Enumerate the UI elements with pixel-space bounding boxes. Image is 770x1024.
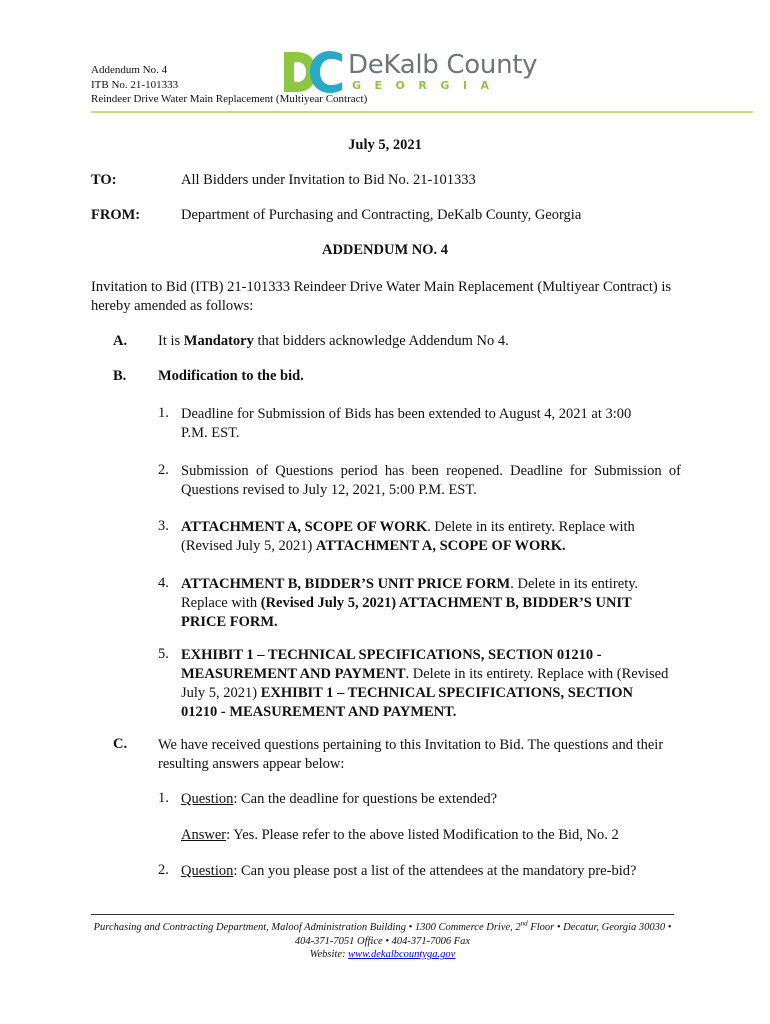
footer-divider bbox=[91, 914, 674, 915]
project-name: Reindeer Drive Water Main Replacement (Multiyear Contract) bbox=[91, 93, 368, 105]
footer-address-part1: Purchasing and Contracting Department, Maloof Administration Building • 1300 Commerce Drive, 2 bbox=[93, 922, 521, 933]
footer-address-sup: nd bbox=[520, 919, 528, 928]
list-item bbox=[181, 518, 671, 556]
question-text: : Can the deadline for questions be extended? bbox=[233, 791, 498, 807]
list-item bbox=[181, 575, 671, 632]
item-mid-text: . Delete in its entirety. Replace with bbox=[181, 576, 639, 611]
list-item-number: 4. bbox=[158, 575, 169, 591]
document-date: July 5, 2021 bbox=[348, 137, 422, 153]
list-item-number: 2. bbox=[158, 862, 169, 878]
section-a-letter: A. bbox=[113, 333, 128, 349]
from-label: FROM: bbox=[91, 207, 141, 223]
footer-address-part2: Floor • Decatur, Georgia 30030 • bbox=[527, 922, 672, 933]
answer-text: : Yes. Please refer to the above listed Modification to the Bid, No. 2 bbox=[226, 827, 619, 843]
item-mid-text: . Delete in its entirety. Replace with (Revised July 5, 2021) bbox=[181, 519, 635, 554]
list-item-number: 1. bbox=[158, 405, 169, 421]
intro-paragraph: Invitation to Bid (ITB) 21-101333 Reindeer Drive Water Main Replacement (Multiyear Contract) is hereby amended as follows: bbox=[91, 279, 672, 314]
question-1 bbox=[181, 790, 681, 809]
logo-state-name: GEORGIA bbox=[352, 79, 503, 92]
question-label: Question bbox=[181, 863, 234, 879]
answer-label: Answer bbox=[181, 827, 227, 843]
footer-phone: 404-371-7051 Office • 404-371-7006 Fax bbox=[294, 935, 471, 947]
answer-1 bbox=[181, 826, 681, 845]
page-footer bbox=[91, 921, 674, 962]
addendum-number: Addendum No. 4 bbox=[91, 64, 168, 76]
footer-website-label: Website: bbox=[309, 949, 349, 960]
itb-number: ITB No. 21-101333 bbox=[91, 78, 179, 91]
from-value: Department of Purchasing and Contracting, DeKalb County, Georgia bbox=[181, 207, 582, 223]
list-item-number: 2. bbox=[158, 462, 169, 478]
question-text: : Can you please post a list of the attendees at the mandatory pre-bid? bbox=[233, 863, 637, 879]
footer-website bbox=[91, 948, 674, 962]
to-label: TO: bbox=[91, 172, 117, 188]
section-a-post: that bidders acknowledge Addendum No 4. bbox=[253, 333, 509, 349]
footer-address bbox=[91, 921, 674, 935]
item-bold-end: (Revised July 5, 2021) ATTACHMENT B, BIDDER’S UNIT PRICE FORM. bbox=[181, 595, 632, 630]
addendum-title: ADDENDUM NO. 4 bbox=[321, 242, 449, 258]
item-bold-start: EXHIBIT 1 – TECHNICAL SPECIFICATIONS, SECTION 01210 - MEASUREMENT AND PAYMENT bbox=[181, 647, 602, 682]
list-item: Submission of Questions period has been reopened. Deadline for Submission of Questions revised to July 12, 2021, 5:00 P.M. EST. bbox=[181, 463, 681, 498]
list-item: Deadline for Submission of Bids has been extended to August 4, 2021 at 3:00 P.M. EST. bbox=[181, 406, 632, 441]
list-item-number: 5. bbox=[158, 646, 169, 662]
item-bold-end: EXHIBIT 1 – TECHNICAL SPECIFICATIONS, SECTION 01210 - MEASUREMENT AND PAYMENT. bbox=[181, 685, 634, 720]
dekalb-county-logo bbox=[282, 50, 538, 96]
list-item-number: 3. bbox=[158, 518, 169, 534]
item-bold-start: ATTACHMENT A, SCOPE OF WORK bbox=[181, 519, 428, 535]
section-a-text bbox=[158, 333, 509, 350]
logo-county-name: DeKalb County bbox=[348, 50, 538, 80]
to-value: All Bidders under Invitation to Bid No. 21-101333 bbox=[181, 172, 476, 188]
question-2 bbox=[181, 862, 681, 881]
section-a-mandatory: Mandatory bbox=[183, 333, 254, 349]
section-b-heading: Modification to the bid. bbox=[158, 368, 304, 384]
section-b-letter: B. bbox=[113, 368, 127, 384]
header-divider bbox=[91, 111, 753, 113]
item-bold-end: ATTACHMENT A, SCOPE OF WORK. bbox=[315, 538, 566, 554]
item-mid-text: . Delete in its entirety. Replace with (Revised July 5, 2021) bbox=[181, 666, 669, 701]
list-item bbox=[181, 646, 671, 722]
section-c-letter: C. bbox=[113, 736, 128, 752]
website-link[interactable]: www.dekalbcountyga.gov bbox=[348, 949, 456, 960]
list-item-number: 1. bbox=[158, 790, 169, 806]
section-a-pre: It is bbox=[158, 333, 184, 349]
section-c-text: We have received questions pertaining to this Invitation to Bid. The questions and their resulting answers appear below: bbox=[158, 737, 664, 772]
question-label: Question bbox=[181, 791, 234, 807]
item-bold-start: ATTACHMENT B, BIDDER’S UNIT PRICE FORM bbox=[181, 576, 511, 592]
dc-logo-mark-icon bbox=[282, 50, 344, 94]
